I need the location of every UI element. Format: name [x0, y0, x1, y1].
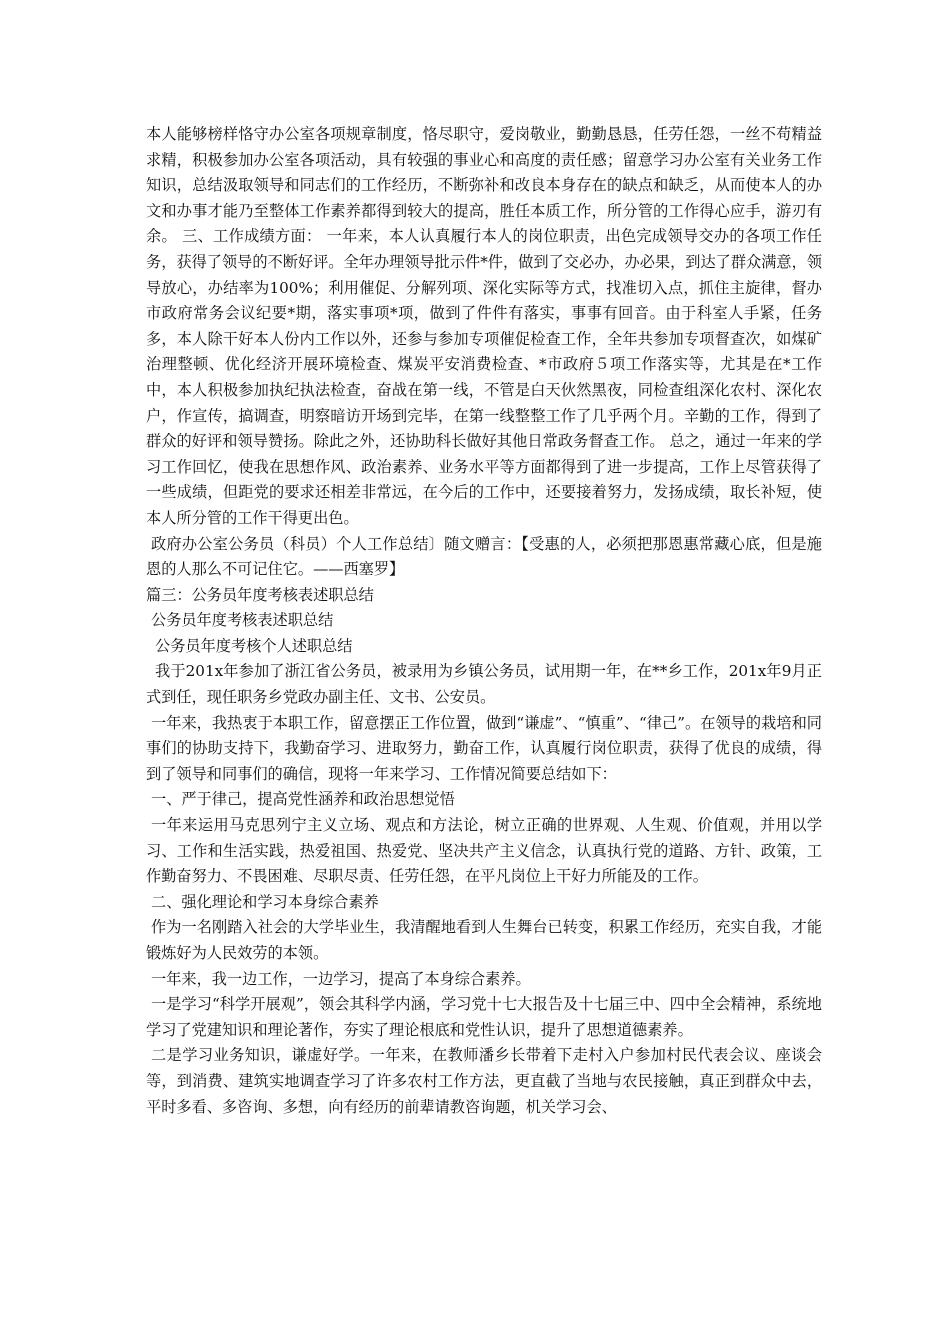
document-title: 公务员年度考核表述职总结: [151, 611, 334, 630]
paragraph-discipline: 一年来运用马克思列宁主义立场、观点和方法论，树立正确的世界观、人生观、价值观，并用以学习、工作和生活实践，热爱祖国、热爱党、坚决共产主义信念，认真执行党的道路、方针、政策，工作勤奋努力、不畏困难、尽职尽责、任劳任怨，在平凡岗位上干好力所能及的工作。: [146, 816, 822, 886]
document-body: [146, 122, 822, 1120]
paragraph-study: 一年来，我一边工作，一边学习，提高了本身综合素养。: [151, 969, 531, 988]
paragraph-intro: 我于201x年参加了浙江省公务员，被录用为乡镇公务员，试用期一年，在**乡工作，201x年9月正式到任，现任职务乡党政办副主任、文书、公安员。: [146, 662, 822, 707]
paragraph-point-one: 一是学习“科学开展观”，领会其科学内涵，学习党十七大报告及十七届三中、四中全会精神，系统地学习了党建知识和理论著作，夯实了理论根底和党性认识，提升了思想道德素养。: [146, 995, 822, 1039]
document-subtitle: 公务员年度考核个人述职总结: [155, 636, 353, 655]
paragraph-graduate: 作为一名刚踏入社会的大学毕业生，我清醒地看到人生舞台已转变，积累工作经历，充实自我，才能锻炼好为人民效劳的本领。: [146, 918, 822, 962]
paragraph-point-two: 二是学习业务知识，谦虚好学。一年来，在教师潘乡长带着下走村入户参加村民代表会议、座谈会等，到消费、建筑实地调查学习了许多农村工作方法，更直截了当地与农民接触，真正到群众中去，平时多看、多咨询、多想，向有经历的前辈请教咨询题，机关学习会、: [146, 1046, 822, 1116]
paragraph-overview: 一年来，我热衷于本职工作，留意摆正工作位置，做到“谦虚”、“慎重”、“律己”。在领导的栽培和同事们的协助支持下，我勤奋学习、进取努力，勤奋工作，认真履行岗位职责，获得了优良的成绩，得到了领导和同事们的确信，现将一年来学习、工作情况简要总结如下：: [146, 713, 822, 783]
heading-theory: 二、强化理论和学习本身综合素养: [151, 892, 379, 911]
paragraph-quote: 政府办公室公务员（科员）个人工作总结〕随文赠言：【受惠的人，必须把那恩惠常藏心底，但是施恩的人那么不可记住它。——西塞罗】: [146, 534, 822, 579]
heading-discipline: 一、严于律己，提高党性涵养和政治思想觉悟: [151, 790, 455, 809]
paragraph-work-summary: 本人能够榜样恪守办公室各项规章制度，恪尽职守，爱岗敬业，勤勤恳恳，任劳任怨，一丝不苟精益求精，积极参加办公室各项活动，具有较强的事业心和高度的责任感；留意学习办公室有关业务工作知识，总结汲取领导和同志们的工作经历，不断弥补和改良本身存在的缺点和缺乏，从而使本人的办文和办事才能乃至整体工作素养都得到较大的提高，胜任本质工作，所分管的工作得心应手，游刃有余。 三、工作成绩方面： 一年来，本人认真履行本人的岗位职责，出色完成领导交办的各项工作任务，获得了领导的不断好评。全年办理领导批示件*件，做到了交必办，办必果，到达了群众满意，领导放心，办结率为100%；利用催促、分解列项、深化实际等方式，找准切入点，抓住主旋律，督办市政府常务会议纪要*期，落实事项*项，做到了件件有落实，事事有回音。由于科室人手紧，任务多，本人除干好本人份内工作以外，还参与参加专项催促检查工作，全年共参加专项督查次，如煤矿治理整顿、优化经济开展环境检查、煤炭平安消费检查、*市政府５项工作落实等，尤其是在*工作中，本人积极参加执纪执法检查，奋战在第一线，不管是白天伙然黑夜，同检查组深化农村、深化农户，作宣传，搞调查，明察暗访开场到完毕，在第一线整整工作了几乎两个月。辛勤的工作，得到了群众的好评和领导赞扬。除此之外，还协助科长做好其他日常政务督查工作。 总之，通过一年来的学习工作回忆，使我在思想作风、政治素养、业务水平等方面都得到了进一步提高，工作上尽管获得了一些成绩，但距党的要求还相差非常远，在今后的工作中，还要接着努力，发扬成绩，取长补短，使本人所分管的工作干得更出色。: [146, 125, 822, 527]
section-title: 篇三：公务员年度考核表述职总结: [146, 585, 374, 604]
